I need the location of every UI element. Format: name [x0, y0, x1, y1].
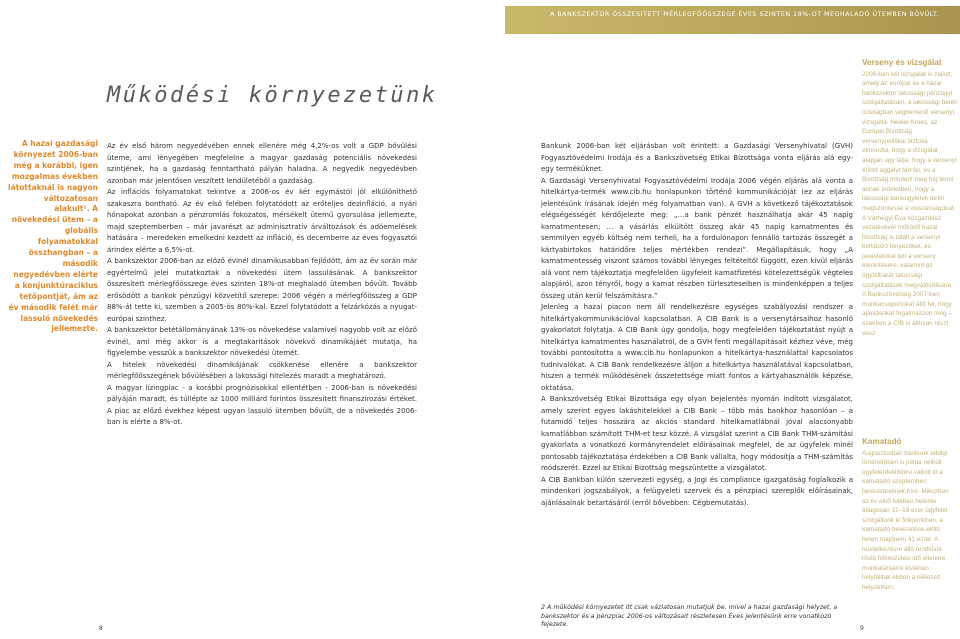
paragraph: A Bankszövetség Etikai Bizottsága egy olyan bejelentés nyomán indított vizsgálatot, amely szerint egyes lakáshitelekkel a CIB Bank – több más bankhoz hasonlóan – a futamidő teljes hosszára az akciós standard hitelkamatlábnál jóval alacsonyabb kamatlábban számított THM-et tesz közzé. A vizsgálat szerint a CIB Bank THM-számítási gyakorlata a vonatkozó kormányrendelet előírásainak megfelel, de az ügyfelek minél pontosabb tájékoztatása érdekében a CIB Bank vállalta, hogy módosítja a THM-számítás módszerét. Ezzel az Etikai Bizottság megszüntette a vizsgálatot. [541, 395, 853, 472]
paragraph: A bankszektor betétállományának 13%-os növekedése valamivel nagyobb volt az előző évinél, ami még akkor is a megtakarítások növekvő dinamikájáét mutatja, ha figyelembe vesszük a bankszektor növekedési ütemét. [107, 326, 417, 357]
paragraph: Az év első három negyedévében ennek ellenére még 4,2%-os volt a GDP bővülési üteme, ami lényegében megfelelne a magyar gazdaság potenciális növekedési szintjének, ha a gazdaság fenntartható pályán haladna. A negyedik negyedévben azonban már jelentősen veszített lendületéből a gazdaság. [107, 142, 417, 185]
sidebar-text: Augusztusban bankunk eddigi történetében is példa nélküli ügyfélérdeklődést váltott ki a kamatadó szeptemberi bevezetésének híre. Mikozben az év első felében hetente átlagosan 17–19 ezer ügyfelet szolgáltunk ki fiókjainkban, a kamatadó bevezetése előtti héten majdnem 41 ezret. A rendelkezésre álló rendkívül rövid felkészülési idő ellenére munkatársaink kiválóan helytálltak ebben a kiélezett helyzetben. [862, 449, 949, 591]
paragraph: Jelenleg a hazai piacon nem áll rendelkezésre egységes szabályozási rendszer a hitelkártyakommunikációval kapcsolatban. A CIB Bank is a versenytársaihoz hasonló gyakorlatot folytatja. A CIB Bank úgy gondolja, hogy megfelelően tájékoztatást nyújt a hitelkártya kamatmentes használatról, de a GVH fenti megállapításait kézhez véve, még további pontosította a www.cib.hu honlapunkon a hitelkártya-használattal kapcsolatos tudnivalókat. A CIB Bank rendelkezésre álljon a hitelkártya használatával kapcsolatban, hiszen a termék működésének összetettsége miatt fontos a kártyahasználók képzése, oktatása. [541, 303, 853, 392]
pull-quote [7, 139, 98, 335]
sidebar-heading: Kamatadó [862, 437, 902, 446]
sidebar-competition [862, 58, 957, 338]
page-number-right: 9 [860, 625, 864, 632]
body-column-right [541, 141, 853, 509]
sidebar-heading: Verseny és vizsgálat [862, 58, 942, 67]
paragraph: A Gazdasági Versenyhivatal Fogyasztóvédelmi Irodája 2006 végén eljárás alá vonta a hitelkártya-termék www.cib.hu honlapunkon történő kommunikációját (ez az eljárás jelentésünk írásának idején még folyamatban van). A GVH a következő tájékoztatások elégségességét kérdőjelezte meg: „…a bank pénzét használhatja akár 45 napig kamatmentesen; … a vásárlás elkültött összeg akár 45 napig kamatmentes és semmilyen egyéb költség nem terheli, ha a fordulónapon fennálló tartozás összegét a kártyabirtokos határidőre teljes mértékben rendezi”. Megállapításuk, hogy „A kamatmentesség viszont számos további lényeges feltételtől függött, ezen kívül eljárás alá vont nem tájékoztatja megfelelően ügyfeleit kamatfizetési kötelezettségük végteles alapjáról, azon tényről, hogy a kamat részben türleszteseiben is mindenképpen a teljes összeg után kerül felszámításra.” [541, 176, 853, 300]
page-number-left: 8 [99, 625, 103, 632]
body-column-left [107, 141, 417, 429]
sidebar-text: 2006-ban két vizsgálat is zajlott, amely az európai és a hazai bankszektor lakossági pénzügyi szolgáltatásain, a lakossági banki üzletágban végbemenő versenyt vizsgálta. Neelie Kroes, az Európai Bizottság versenypolitikai biztosa elmondta, hogy a vizsgálat alapján úgy látja, hogy a versenyt érintő aggályt tárt fel, és a Bizottság mindent meg fog tenni annak érdekében, hogy a lakossági bankügyletek terén megszüntesse a visszásságokat. A Vàrhegyi Éva közgazdász vezetésével működő hazai bizottság is talált a versenyt korlátozó tényezőket, és javaslatokat tett a verseny élénkítésére, valamint az ügyfélbarát lakossági szolgáltatások megvalósítására. A Bankszövetség 2007-ben munkacsoportokat állít fel, hogy ajánlásokat fogalmazzon meg – ezekben a CIB is aktívan részt vesz. [862, 70, 957, 337]
paragraph: Az inflációs folyamatokat tekintve a 2006-os év két egymástól jól elkülöníthető szakaszra bontható. Az év első felében folytatódott az erőteljes dezinfláció, a nyári hónapokat azonban a pénzromlás fokozatos, mérsékelt ütemű gyorsulása jellemezte, majd szeptemberben – már javarészt az adminisztratív árváltozások és adóemelések hatására – meredeken emelkedni kezdett az infláció, és decemberre az éves fogyasztói árindex elérte a 6,5%-ot. [107, 188, 417, 254]
footnote: 2 A működési környezetet itt csak vázlatosan mutatjuk be, mivel a hazai gazdasági helyzet, a bankszektor és a pénzpiac 2006-os változásait részletesen Éves jelentésünk erre vonatkozó fejezete. [541, 604, 838, 629]
paragraph: A bankszektor 2006-ban az előző évinél dinamikusabban fejlődött, ám az év során már egyértelmű jelei mutatkoztak a növekedési ütem lassulásának. A bankszektor összesített mérlegfőösszege éves szinten 18%-ot meghaladó ütemben bővült. Tovább erősödött a bankok pénzügyi közvetítő szerepe: 2006 végén a mérlegfőösszeg a GDP 88%-át tette ki, szemben a 2005-ös 80%-kal. Ezzel folytatódott a felzárkózás a nyugat-európai szinthez. [107, 257, 417, 323]
paragraph: A CIB Bankban külön szervezeti egység, a Jogi és compliance igazgatóság foglalkozik a mindenkori jogszabályok, a felügyeleti szervek és a pénzpiaci szereplők előírásainak, ajánlásainak betartásáról (erről bővebben: Cégbemutatás). [541, 475, 853, 507]
paragraph: A hitelek növekedési dinamikájának csökkenése ellenére a bankszektor mérlegfőösszegének bővülésében a lakossági hitelezés maradt a meghatározó. [107, 360, 417, 380]
paragraph: Bankunk 2006-ban két eljárásban volt érintett: a Gazdasági Versenyhivatal (GVH) Fogyasztóvédelmi Irodája és a Bankszövetség Etikai Bizottsága vonta eljárás alá egy-egy terméküknet. [541, 142, 853, 173]
section-title: Működési környezetünk [107, 82, 438, 108]
sidebar-interest-tax [862, 437, 957, 593]
paragraph: A magyar lízingpiac - a korábbi prognózisokkal ellentétben - 2006-ban is növekedési pályáján maradt, és túllépte az 1000 milliárd forintos összesített finanszírozási értéket. A piac az előző évekhez képest ugyan lassuló ütemben bővült, de a növekedés 2006-ban is elérte a 8%-ot. [107, 383, 417, 426]
running-title: A BANKSZEKTOR ÖSSZESÍTETT MÉRLEGFŐÖSSZEGE ÉVES SZINTEN 18%-OT MEGHALADÓ ÜTEMBEN BŐVÜLT. [550, 11, 940, 18]
pull-quote-text: A hazai gazdasági környezet 2006-ban még a korábbi, igen mozgalmas években látottaknál is nagyon változatosan alakult¹. A növekedési ütem – a globális folyamatokkal összhangban – a második negyedévben elérte a konjunktúraciklus tetőpontját, ám az év második felét már lassuló növekedés jellemezte. [8, 139, 98, 334]
